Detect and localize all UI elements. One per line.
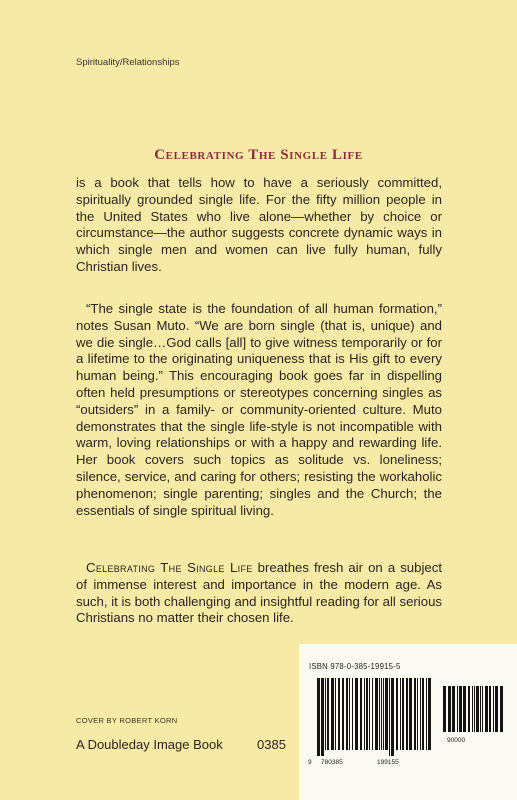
cover-credit: COVER BY ROBERT KORN [76, 716, 178, 725]
barcode-bar [402, 678, 404, 750]
addon-digits: 90000 [447, 737, 466, 744]
barcode-bar [457, 686, 458, 732]
barcode-bar [482, 686, 483, 732]
barcode-bar [349, 678, 350, 750]
barcode-bar [474, 686, 475, 732]
barcode-bar [480, 686, 481, 732]
barcode-bar [448, 686, 451, 732]
barcode-bar [463, 686, 466, 732]
price-addon-barcode [439, 686, 503, 768]
barcode-bar [428, 678, 431, 750]
publisher-code: 0385 [257, 737, 286, 752]
barcode-bar [472, 686, 473, 732]
barcode-bar [355, 678, 358, 750]
barcode-bar [342, 678, 344, 750]
isbn-number: ISBN 978-0-385-19915-5 [309, 662, 401, 671]
barcode-bar [389, 678, 390, 756]
ean-barcode [307, 678, 431, 768]
barcode-bar [369, 678, 370, 750]
barcode-bar [422, 678, 424, 750]
barcode-bar [383, 678, 384, 750]
barcode-bar [500, 686, 503, 732]
barcode-bar [406, 678, 408, 750]
paragraph-3-text: breathes fresh air on a subject of immense interest and importance in the modern age. As such, it is both challenging and insightful reading for all serious Christians no matter their chosen life. [76, 560, 442, 626]
barcode-bar [414, 678, 416, 750]
barcode-bar [391, 678, 394, 756]
description-paragraph-3 [76, 560, 442, 627]
inline-book-title: Celebrating The Single Life [86, 560, 253, 575]
barcode-bar [364, 678, 365, 750]
barcode-digits-left: 780385 [321, 759, 343, 766]
barcode-bar [396, 678, 398, 750]
barcode-bar [381, 678, 382, 750]
barcode-bar [495, 686, 498, 732]
barcode-bar [452, 686, 455, 732]
barcode-bar [379, 678, 380, 750]
barcode-digits-right: 199155 [377, 759, 399, 766]
barcode-area [299, 644, 517, 800]
barcode-bar [409, 678, 412, 750]
barcode-bar [375, 678, 378, 750]
barcode-bar [385, 678, 388, 750]
barcode-bar [325, 678, 326, 750]
barcode-lead-digit: 9 [308, 759, 312, 766]
barcode-bar [468, 686, 470, 732]
barcode-bar [372, 678, 373, 750]
barcode-bar [321, 678, 324, 756]
barcode-bar [426, 678, 427, 750]
barcode-bar [485, 686, 488, 732]
barcode-bar [327, 678, 329, 750]
description-paragraph-2: “The single state is the foundation of all human formation,” notes Susan Muto. “We are born single (that is, unique) and we die single…God calls [all] to give witness temporarily or for a lifetime to the originating uniqueness that is His gift to every human being.” This encouraging book goes far in dispelling often held presumptions or stereotypes concerning singles as “outsiders” in a family- or community-oriented culture. Muto demonstrates that the single life-style is not incompatible with warm, loving relationships or with a happy and rewarding life. Her book covers such topics as solitude vs. loneliness; silence, service, and caring for others; resisting the workaholic phenomenon; single parenting; singles and the Church; the essentials of single spiritual living. [76, 301, 442, 518]
category-label: Spirituality/Relationships [76, 57, 180, 68]
barcode-bar [459, 686, 462, 732]
barcode-bar [335, 678, 336, 750]
barcode-bar [338, 678, 340, 750]
barcode-bar [400, 678, 401, 750]
barcode-bar [417, 678, 418, 750]
barcode-bar [493, 686, 494, 732]
barcode-bar [331, 678, 334, 750]
barcode-bar [317, 678, 320, 756]
barcode-bar [476, 686, 479, 732]
barcode-bar [360, 678, 362, 750]
barcode-bar [489, 686, 491, 732]
barcode-bar [352, 678, 353, 750]
barcode-bar [366, 678, 368, 750]
description-paragraph-1: is a book that tells how to have a seriously committed, spiritually grounded single life. For the fifty million people in the United States who live alone—whether by choice or circumstance—the author suggests concrete dynamic ways in which single men and women can live fully human, fully Christian lives. [76, 175, 442, 274]
barcode-bar [420, 678, 421, 750]
publisher-name: A Doubleday Image Book [76, 737, 223, 752]
barcode-bar [443, 686, 446, 732]
book-title: Celebrating The Single Life [154, 147, 363, 163]
barcode-bar [346, 678, 348, 750]
